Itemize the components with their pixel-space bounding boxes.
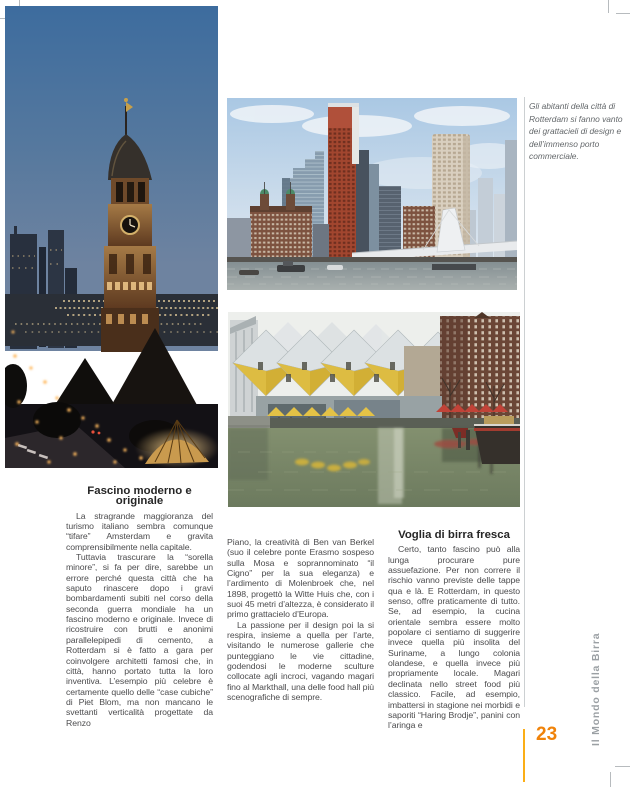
photo-skyscrapers-harbor bbox=[227, 98, 517, 290]
photo-caption: Gli abitanti della città di Rotterdam si fanno vanto dei grattacieli di design e dell’immenso porto commerciale. bbox=[529, 101, 623, 162]
article-column-2 bbox=[227, 537, 374, 703]
photo-dusk-church-cityscape bbox=[5, 6, 218, 468]
crop-mark bbox=[616, 13, 630, 14]
crop-mark bbox=[608, 0, 609, 13]
paragraph: Tuttavia trascurare la “sorella minore”, si fa per dire, sarebbe un errore perché questa città che ha saputo rinascere dopo i gravi bombardamenti subiti nel corso della seconda guerra mondiale ha un fascino moderno e originale. Invece di ricostruire con brutti e anonimi parallelepipedi di cemento, a Rotterdam si è fatto a gara per coinvolgere architetti famosi che, in città, hanno portato tutta la loro inventiva. L’esempio più celebre è certamente quello delle “case cubiche” di Piet Blom, ma non mancano le svettanti verticalità progettate da Renzo bbox=[66, 552, 213, 728]
photo-cube-houses-harbor bbox=[228, 312, 520, 507]
section-heading-birra: Voglia di birra fresca bbox=[398, 529, 510, 541]
vertical-separator-rule bbox=[524, 97, 525, 707]
page-number-accent-line bbox=[523, 729, 525, 782]
paragraph: La passione per il design poi la si respira, insieme a quella per l’arte, visitando le numerose gallerie che punteggiano le vie cittadine, godendosi le moderne sculture collocate agli incroci, vagando magari fino al Markthall, una delle food hall più scenografiche di sempre. bbox=[227, 619, 374, 703]
magazine-section-vertical-title: Il Mondo della Birra bbox=[590, 632, 602, 746]
article-column-1 bbox=[66, 486, 213, 728]
page-number: 23 bbox=[536, 724, 558, 745]
paragraph: Certo, tanto fascino può alla lunga procurare pure assuefazione. Per non correre il rischio vanno previste delle tappe qua e là. E Rotterdam, in questo senso, offre praticamente di tutto. Se, ad esempio, la cucina orientale sembra essere molto popolare ci sentiamo di suggerire invece quella più insolita del Suriname, a lungo colonia olandese, e quella invece più propriamente locale. Magari declinata nello street food più classico. Facile, ad esempio, imbattersi in stagione nei morbidi e saporiti “Haring Brodje”, panini con l’aringa e bbox=[388, 544, 520, 731]
paragraph: Piano, la creatività di Ben van Berkel (suo il celebre ponte Erasmo sospeso sulla Mosa e soprannominato “il Cigno” per la sua eleganza) e l’ardimento di Molenbroek che, nel 1898, progettò la Witte Huis che, con i suoi 45 metri d’altezza, è considerato il primo grattacielo d’Europa. bbox=[227, 537, 374, 620]
article-column-3 bbox=[388, 530, 520, 731]
crop-mark bbox=[610, 772, 611, 787]
paragraph: La stragrande maggioranza del turismo italiano sembra comunque “tifare” Amsterdam e gravita comprensibilmente nella capitale. bbox=[66, 510, 213, 552]
section-heading-fascino: Fascino moderno e originale bbox=[87, 485, 192, 508]
crop-mark bbox=[615, 766, 630, 767]
